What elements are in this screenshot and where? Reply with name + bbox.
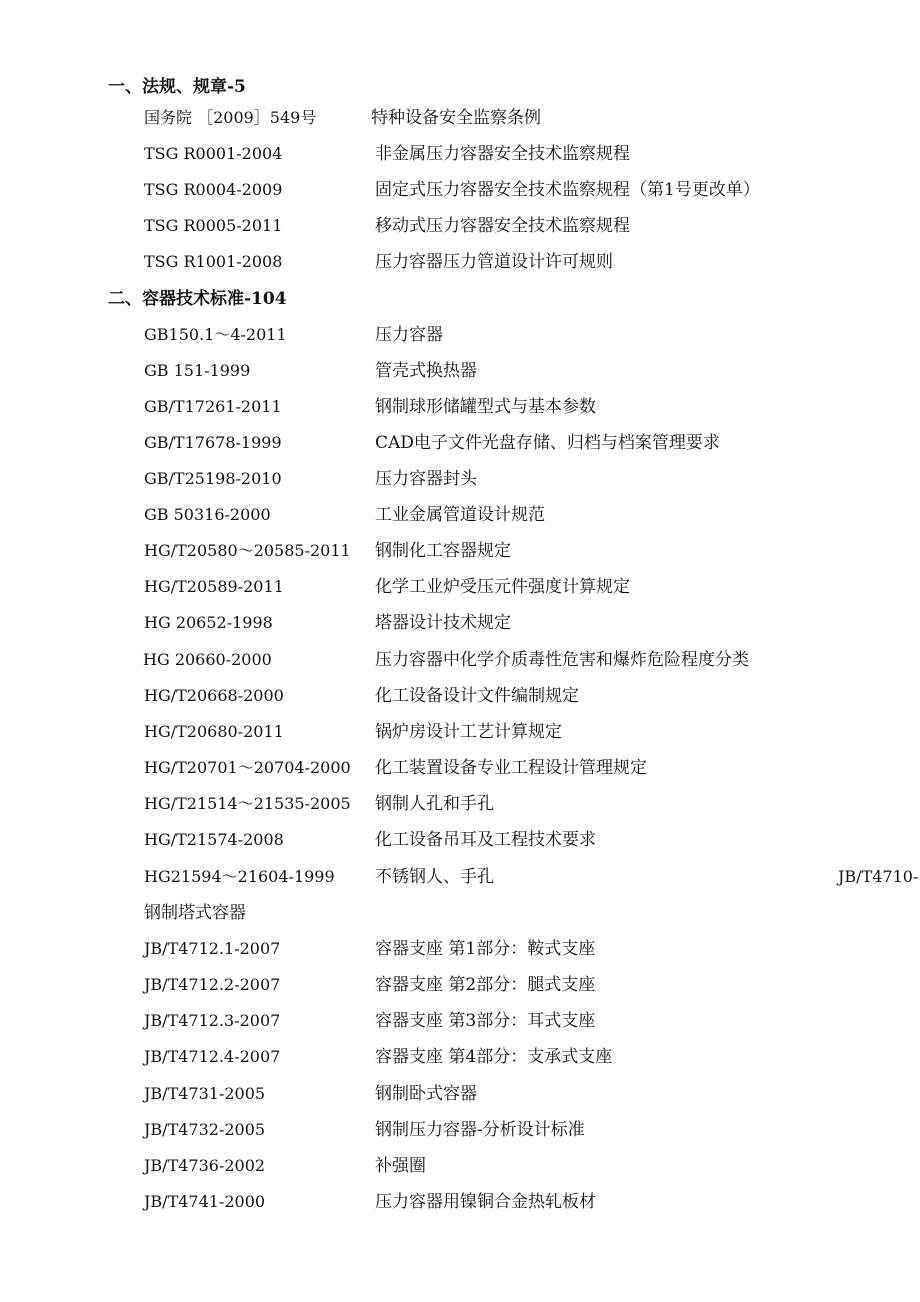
standard-title: CAD电子文件光盘存储、归档与档案管理要求 — [375, 433, 720, 453]
list-item — [0, 830, 920, 854]
standard-code: HG/T21574-2008 — [144, 830, 284, 849]
standard-code: JB/T4712.4-2007 — [144, 1047, 281, 1066]
standard-code: GB 151-1999 — [144, 361, 251, 380]
list-item — [0, 541, 920, 565]
standard-title: 锅炉房设计工艺计算规定 — [375, 722, 562, 742]
standard-title: 化工设备设计文件编制规定 — [375, 686, 579, 706]
standard-title: 压力容器压力管道设计许可规则 — [375, 252, 613, 272]
standard-title: 压力容器中化学介质毒性危害和爆炸危险程度分类 — [375, 650, 749, 670]
list-item — [0, 1047, 920, 1071]
list-item — [0, 108, 920, 132]
standard-code: JB/T4712.3-2007 — [144, 1011, 281, 1030]
list-item — [0, 722, 920, 746]
standard-title: 压力容器用镍铜合金热轧板材 — [375, 1192, 596, 1212]
standard-title: 钢制压力容器-分析设计标准 — [375, 1120, 585, 1140]
standard-title: 压力容器 — [375, 325, 443, 345]
list-item — [0, 613, 920, 637]
list-item — [0, 1120, 920, 1144]
standard-title: 固定式压力容器安全技术监察规程（第1号更改单） — [375, 180, 760, 200]
section-heading-vessel-standards: 二、容器技术标准-104 — [108, 289, 287, 309]
standard-code: GB/T25198-2010 — [144, 469, 282, 488]
standard-code: JB/T4736-2002 — [144, 1156, 266, 1175]
standard-title: 工业金属管道设计规范 — [375, 505, 545, 525]
standard-code: HG 20660-2000 — [143, 650, 272, 669]
standard-title: 化工设备吊耳及工程技术要求 — [375, 830, 596, 850]
list-item — [0, 650, 920, 674]
list-item — [0, 939, 920, 963]
list-item — [0, 180, 920, 204]
list-item — [0, 252, 920, 276]
list-item — [0, 144, 920, 168]
list-item — [0, 361, 920, 385]
standard-title: 化工装置设备专业工程设计管理规定 — [375, 758, 647, 778]
standard-code: GB150.1～4-2011 — [144, 325, 287, 344]
standard-title: 容器支座 第1部分：鞍式支座 — [375, 939, 596, 959]
standard-code: GB 50316-2000 — [144, 505, 271, 524]
standard-title: 补强圈 — [375, 1156, 426, 1176]
list-item — [0, 325, 920, 349]
list-item — [0, 1192, 920, 1216]
list-item — [0, 505, 920, 529]
standard-title: 钢制卧式容器 — [375, 1084, 477, 1104]
list-item — [0, 397, 920, 421]
standard-title: 钢制化工容器规定 — [375, 541, 511, 561]
list-item — [0, 216, 920, 240]
standard-code: HG/T20580～20585-2011 — [144, 541, 351, 560]
standard-code: TSG R0004-2009 — [144, 180, 283, 199]
standard-title: 移动式压力容器安全技术监察规程 — [375, 216, 630, 236]
standard-code: TSG R0001-2004 — [144, 144, 283, 163]
standard-code: TSG R0005-2011 — [144, 216, 283, 235]
standard-code: HG 20652-1998 — [144, 613, 273, 632]
standard-code: JB/T4732-2005 — [144, 1120, 266, 1139]
standard-code: HG/T20668-2000 — [144, 686, 284, 705]
list-item — [0, 1156, 920, 1180]
list-item — [0, 867, 920, 891]
standard-code: HG/T20680-2011 — [144, 722, 284, 741]
standard-title: 特种设备安全监察条例 — [371, 108, 541, 128]
standard-code: HG/T20701～20704-2000 — [144, 758, 351, 777]
standard-code: GB/T17261-2011 — [144, 397, 282, 416]
list-item — [0, 469, 920, 493]
standard-code: TSG R1001-2008 — [144, 252, 283, 271]
list-item — [0, 577, 920, 601]
standard-code: HG/T21514～21535-2005 — [144, 794, 351, 813]
wrapped-standard-title: 钢制塔式容器 — [144, 903, 246, 923]
standard-title: 钢制人孔和手孔 — [375, 794, 494, 814]
list-item — [0, 758, 920, 782]
standard-code: HG/T20589-2011 — [144, 577, 284, 596]
standard-code: JB/T4741-2000 — [144, 1192, 266, 1211]
standard-code: JB/T4712.1-2007 — [144, 939, 281, 958]
standard-code-overflow: JB/T4710- — [838, 867, 919, 886]
standard-title: 钢制球形储罐型式与基本参数 — [375, 397, 596, 417]
standard-title: 容器支座 第3部分：耳式支座 — [375, 1011, 596, 1031]
standard-code: HG21594～21604-1999 — [144, 867, 335, 886]
standard-title: 容器支座 第4部分：支承式支座 — [375, 1047, 613, 1067]
section-heading-regulations: 一、法规、规章-5 — [108, 77, 246, 97]
standard-title: 非金属压力容器安全技术监察规程 — [375, 144, 630, 164]
standard-code: GB/T17678-1999 — [144, 433, 282, 452]
standard-title: 容器支座 第2部分：腿式支座 — [375, 975, 596, 995]
list-item — [0, 433, 920, 457]
list-item — [0, 794, 920, 818]
standard-code: JB/T4731-2005 — [144, 1084, 266, 1103]
standard-title: 不锈钢人、手孔 — [375, 867, 494, 887]
standard-code: JB/T4712.2-2007 — [144, 975, 281, 994]
list-item — [0, 975, 920, 999]
standard-title: 压力容器封头 — [375, 469, 477, 489]
standard-title: 化学工业炉受压元件强度计算规定 — [375, 577, 630, 597]
list-item — [0, 686, 920, 710]
standard-code: 国务院 ［2009］549号 — [144, 108, 317, 127]
standard-title: 管壳式换热器 — [375, 361, 477, 381]
standard-title: 塔器设计技术规定 — [375, 613, 511, 633]
list-item — [0, 1084, 920, 1108]
list-item — [0, 1011, 920, 1035]
